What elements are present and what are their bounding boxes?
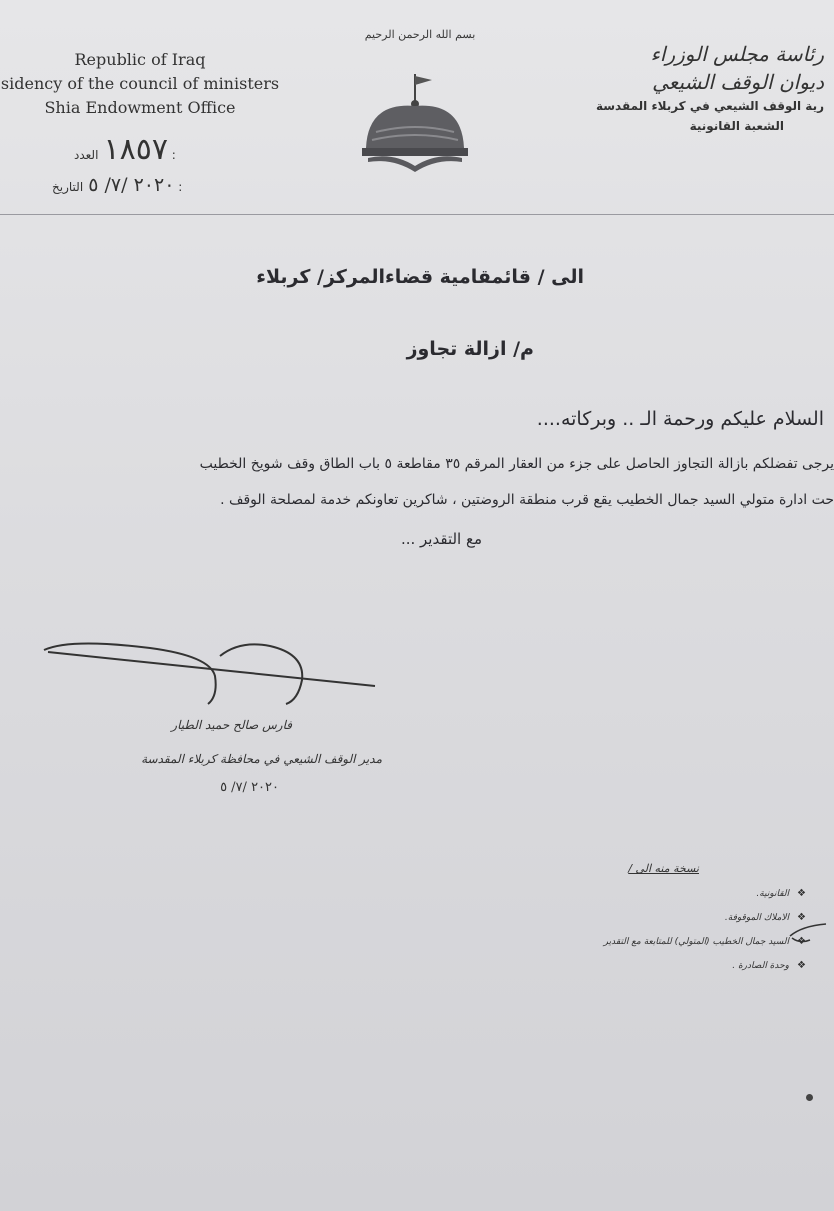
- copies-list-item: ❖السيد جمال الخطيب (المتولي) للمتابعة مع التقدير: [603, 936, 806, 947]
- letterhead-line-1: Republic of Iraq: [74, 50, 206, 69]
- english-letterhead: [0, 48, 280, 120]
- subject-line: م/ ازالة تجاوز: [406, 338, 534, 360]
- header-divider: [0, 214, 834, 215]
- body-paragraph-line-2: حت ادارة متولي السيد جمال الخطيب يقع قرب منطقة الروضتين ، شاكرين تعاونكم خدمة لمصلحة الوقف .: [220, 492, 834, 508]
- copies-heading: نسخة منه الى /: [628, 862, 699, 875]
- shrine-dome-logo: [358, 72, 473, 176]
- copies-list-item: ❖القانونية.: [756, 888, 806, 899]
- signatory-name: فارس صالح حميد الطيار: [171, 718, 292, 732]
- arabic-letterhead-line-3: رية الوقف الشيعي في كربلاء المقدسة: [595, 99, 824, 113]
- copies-list: [604, 882, 806, 978]
- handwritten-signature: [40, 636, 380, 706]
- copies-list-item: ❖الاملاك الموقوفة.: [724, 912, 806, 923]
- greeting-line: السلام عليكم ورحمة الـ .. وبركاته....: [536, 408, 824, 430]
- arabic-letterhead-line-2: ديوان الوقف الشيعي: [652, 70, 824, 94]
- diamond-bullet-icon: ❖: [797, 960, 806, 971]
- body-paragraph-line-1: يرجى تفضلكم بازالة التجاوز الحاصل على جزء من العقار المرقم ٣٥ مقاطعة ٥ باب الطاق وقف شويخ الخطيب: [199, 456, 834, 472]
- letterhead-line-3: Shia Endowment Office: [44, 98, 236, 117]
- diamond-bullet-icon: ❖: [797, 888, 806, 899]
- reference-number-value: ١٨٥٧: [103, 132, 168, 167]
- ink-dot: [806, 1094, 813, 1101]
- letterhead-line-2: sidency of the council of ministers: [0, 74, 280, 93]
- reference-date: [44, 174, 182, 196]
- arabic-letterhead-line-4: الشعبة القانونية: [689, 119, 784, 133]
- signature-date: ٢٠٢٠ /٧/ ٥: [220, 780, 279, 795]
- recipient-line: الى / قائمقامية قضاءالمركز/ كربلاء: [256, 266, 584, 288]
- reference-date-label: التاريخ :: [52, 180, 183, 194]
- reference-number: [60, 132, 176, 167]
- arabic-letterhead-line-1: رئاسة مجلس الوزراء: [650, 42, 824, 66]
- signatory-title: مدير الوقف الشيعي في محافظة كربلاء المقدسة: [141, 752, 382, 766]
- closing-line: مع التقدير ...: [400, 530, 482, 548]
- basmala-calligraphy: بسم الله الرحمن الرحيم: [364, 28, 476, 41]
- reference-date-value: ٢٠٢٠ /٧/ ٥: [88, 174, 175, 196]
- reference-number-label: العدد :: [74, 148, 176, 162]
- diamond-bullet-icon: ❖: [797, 912, 806, 923]
- arabic-letterhead: [564, 40, 824, 136]
- diamond-bullet-icon: ❖: [797, 936, 806, 947]
- handwritten-mark: [788, 918, 828, 948]
- copies-list-item: ❖وحدة الصادرة .: [732, 960, 806, 971]
